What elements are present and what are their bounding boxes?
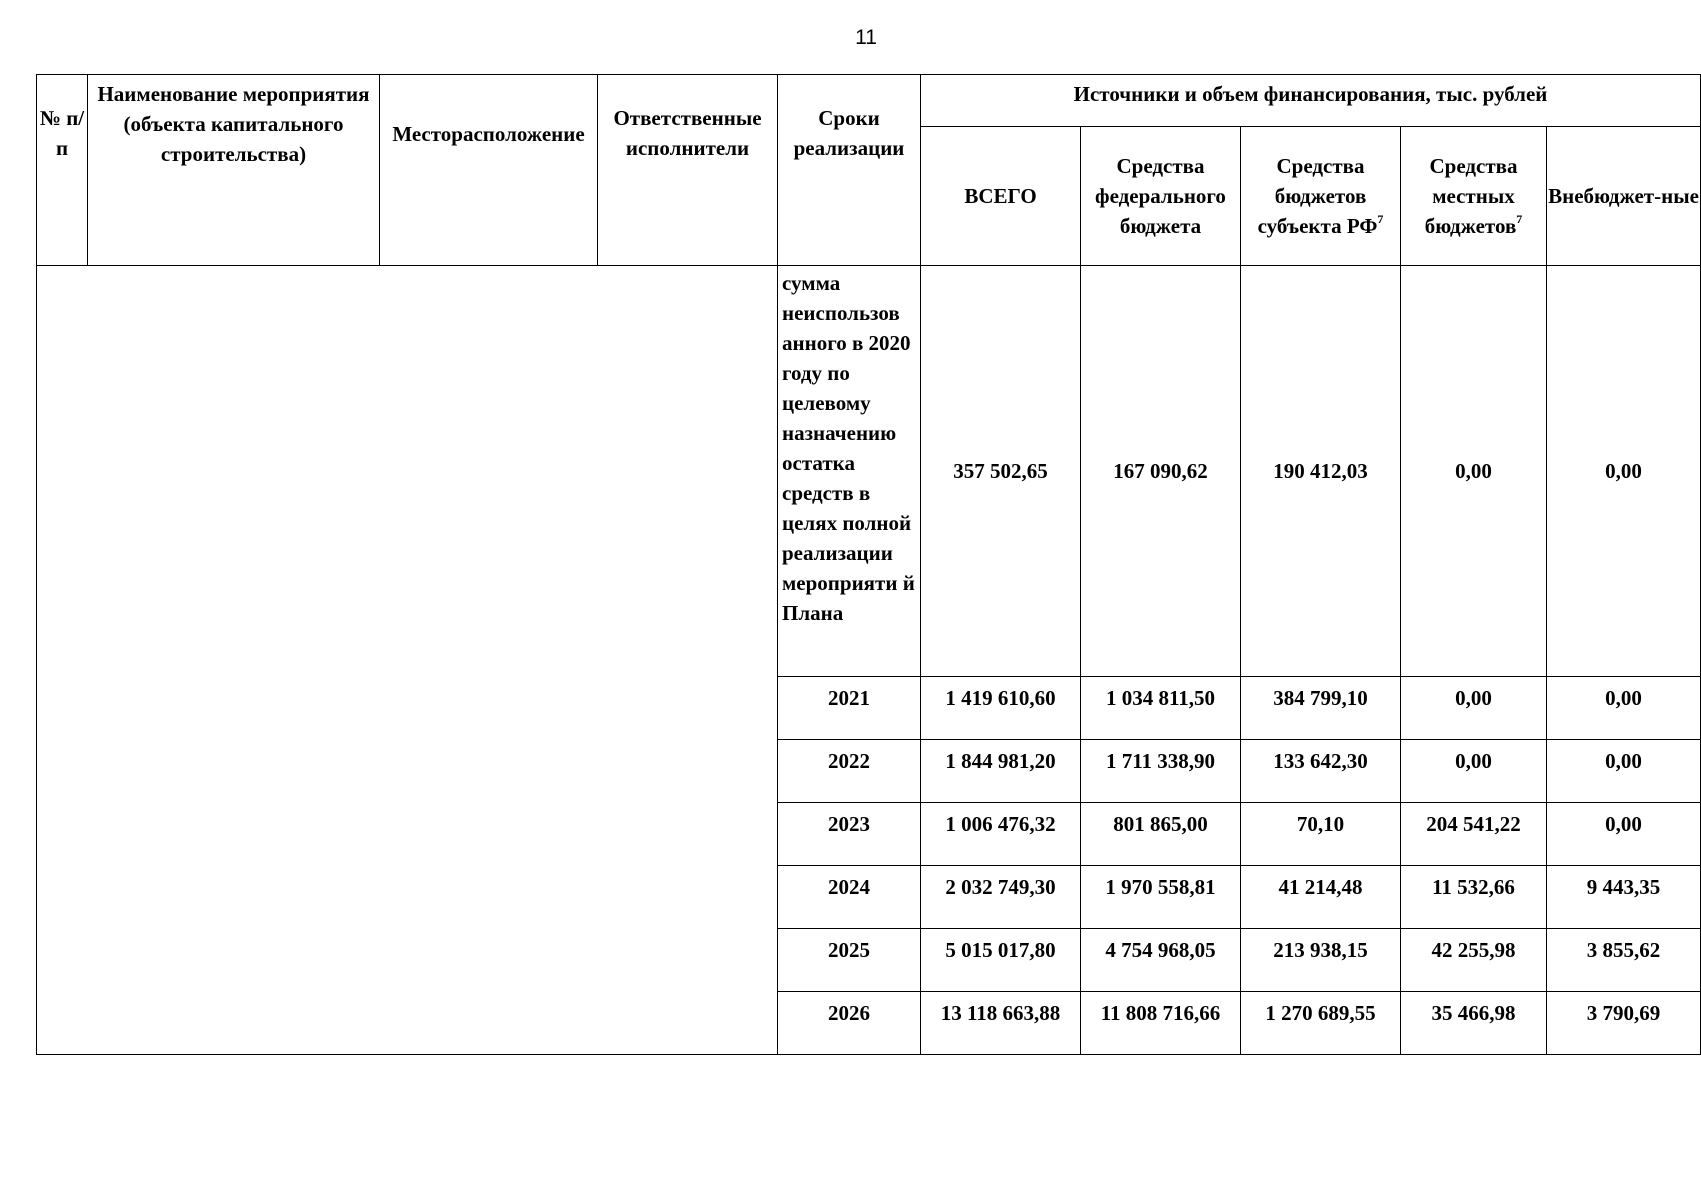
- regional-cell: 213 938,15: [1241, 929, 1401, 992]
- period-cell: 2025: [778, 929, 921, 992]
- total-cell: 5 015 017,80: [921, 929, 1081, 992]
- federal-cell: 1 711 338,90: [1081, 740, 1241, 803]
- regional-cell: 384 799,10: [1241, 677, 1401, 740]
- header-period: Сроки реализации: [778, 75, 921, 266]
- header-local-label: Средства местных бюджетов: [1424, 154, 1518, 238]
- extra-cell: 0,00: [1547, 740, 1701, 803]
- header-total: ВСЕГО: [921, 127, 1081, 266]
- total-cell: 357 502,65: [921, 266, 1081, 677]
- federal-cell: 1 970 558,81: [1081, 866, 1241, 929]
- extra-cell: 0,00: [1547, 266, 1701, 677]
- total-cell: 2 032 749,30: [921, 866, 1081, 929]
- regional-cell: 1 270 689,55: [1241, 992, 1401, 1055]
- local-cell: 35 466,98: [1401, 992, 1547, 1055]
- header-executors: Ответственные исполнители: [598, 75, 778, 266]
- local-cell: 204 541,22: [1401, 803, 1547, 866]
- extra-cell: 3 790,69: [1547, 992, 1701, 1055]
- header-extra: Внебюджет-ные: [1547, 127, 1701, 266]
- page-number: 11: [855, 26, 877, 49]
- local-cell: 42 255,98: [1401, 929, 1547, 992]
- regional-cell: 41 214,48: [1241, 866, 1401, 929]
- header-location: Месторасположение: [380, 75, 598, 266]
- federal-cell: 167 090,62: [1081, 266, 1241, 677]
- period-cell: 2023: [778, 803, 921, 866]
- financing-table: [36, 74, 1701, 1055]
- regional-cell: 70,10: [1241, 803, 1401, 866]
- regional-cell: 133 642,30: [1241, 740, 1401, 803]
- merged-empty-cell: [37, 266, 778, 1055]
- federal-cell: 11 808 716,66: [1081, 992, 1241, 1055]
- header-name: Наименование мероприятия (объекта капитального строительства): [88, 75, 380, 266]
- table-header: [37, 75, 1701, 266]
- regional-cell: 190 412,03: [1241, 266, 1401, 677]
- period-cell: 2024: [778, 866, 921, 929]
- header-regional-label: Средства бюджетов субъекта РФ: [1257, 154, 1378, 238]
- period-cell: 2021: [778, 677, 921, 740]
- header-regional: [1241, 127, 1401, 266]
- local-cell: 11 532,66: [1401, 866, 1547, 929]
- federal-cell: 801 865,00: [1081, 803, 1241, 866]
- total-cell: 1 006 476,32: [921, 803, 1081, 866]
- header-sources-group: Источники и объем финансирования, тыс. рублей: [921, 75, 1701, 127]
- total-cell: 13 118 663,88: [921, 992, 1081, 1055]
- header-num: № п/п: [37, 75, 88, 266]
- header-local: [1401, 127, 1547, 266]
- extra-cell: 3 855,62: [1547, 929, 1701, 992]
- local-cell: 0,00: [1401, 677, 1547, 740]
- total-cell: 1 419 610,60: [921, 677, 1081, 740]
- local-cell: 0,00: [1401, 740, 1547, 803]
- total-cell: 1 844 981,20: [921, 740, 1081, 803]
- extra-cell: 0,00: [1547, 803, 1701, 866]
- local-cell: 0,00: [1401, 266, 1547, 677]
- table-row: [37, 266, 1701, 677]
- header-federal: Средства федерального бюджета: [1081, 127, 1241, 266]
- federal-cell: 4 754 968,05: [1081, 929, 1241, 992]
- period-cell: сумма неиспользов анного в 2020 году по целевому назначению остатка средств в целях полной реализации мероприяти й Плана: [778, 266, 921, 677]
- header-local-footnote: 7: [1516, 212, 1523, 226]
- federal-cell: 1 034 811,50: [1081, 677, 1241, 740]
- table-body: [37, 266, 1701, 1055]
- extra-cell: 9 443,35: [1547, 866, 1701, 929]
- extra-cell: 0,00: [1547, 677, 1701, 740]
- period-cell: 2022: [778, 740, 921, 803]
- period-cell: 2026: [778, 992, 921, 1055]
- header-regional-footnote: 7: [1377, 212, 1384, 226]
